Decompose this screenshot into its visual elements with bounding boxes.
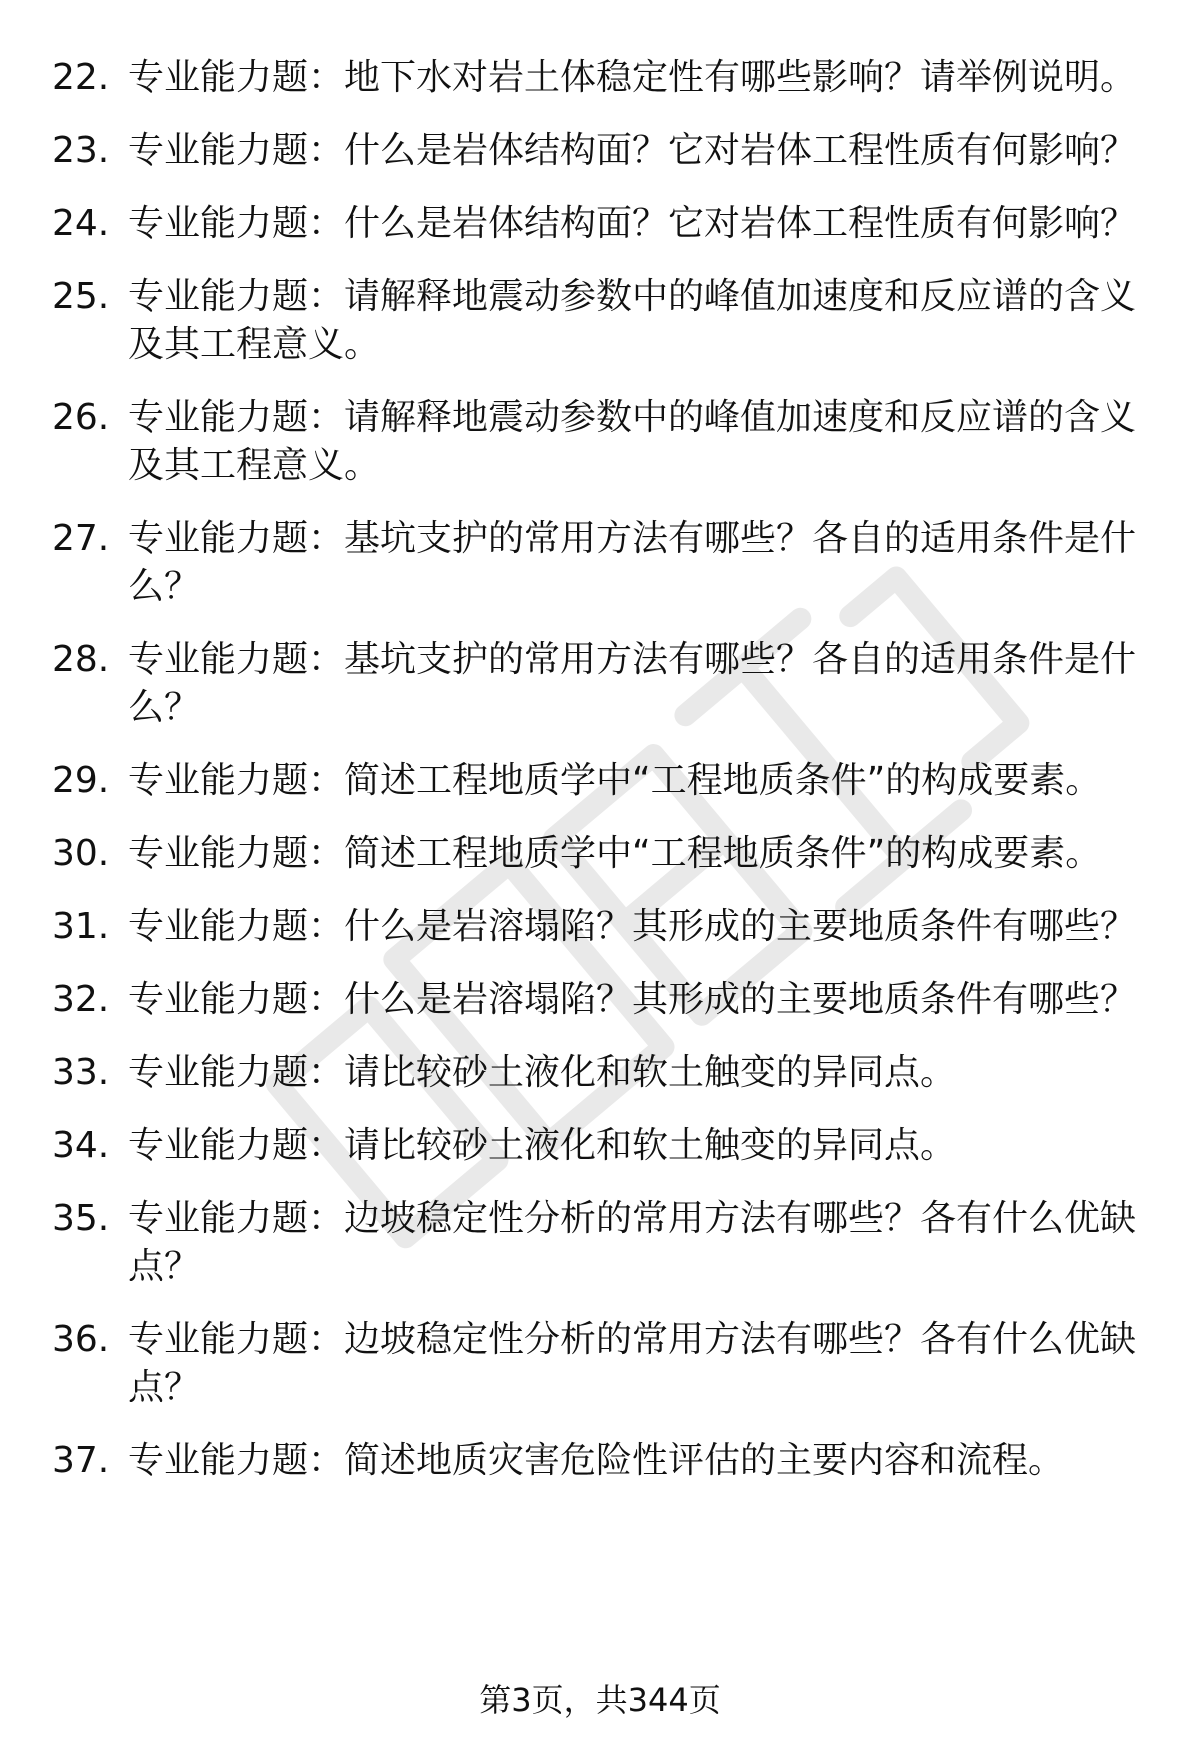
question-item bbox=[52, 976, 1152, 1024]
question-number: 31. bbox=[52, 906, 110, 947]
question-item bbox=[52, 394, 1152, 490]
question-item bbox=[52, 1049, 1152, 1097]
question-number: 32. bbox=[52, 979, 110, 1020]
question-text: 专业能力题：基坑支护的常用方法有哪些？各自的适用条件是什么？ bbox=[128, 639, 1137, 728]
question-number: 24. bbox=[52, 203, 110, 244]
question-number: 23. bbox=[52, 130, 110, 171]
question-text: 专业能力题：基坑支护的常用方法有哪些？各自的适用条件是什么？ bbox=[128, 518, 1137, 607]
question-item bbox=[52, 515, 1152, 611]
question-number: 29. bbox=[52, 760, 110, 801]
question-number: 26. bbox=[52, 397, 110, 438]
question-number: 34. bbox=[52, 1125, 110, 1166]
question-number: 30. bbox=[52, 833, 110, 874]
question-item bbox=[52, 757, 1152, 805]
question-item bbox=[52, 127, 1152, 175]
question-text: 专业能力题：什么是岩溶塌陷？其形成的主要地质条件有哪些？ bbox=[128, 906, 1137, 947]
question-text: 专业能力题：边坡稳定性分析的常用方法有哪些？各有什么优缺点？ bbox=[128, 1319, 1137, 1408]
question-text: 专业能力题：什么是岩体结构面？它对岩体工程性质有何影响？ bbox=[128, 203, 1137, 244]
question-text: 专业能力题：请比较砂土液化和软土触变的异同点。 bbox=[128, 1125, 957, 1166]
question-number: 22. bbox=[52, 57, 110, 98]
question-number: 36. bbox=[52, 1319, 110, 1360]
question-text: 专业能力题：请解释地震动参数中的峰值加速度和反应谱的含义及其工程意义。 bbox=[128, 397, 1137, 486]
question-text: 专业能力题：请比较砂土液化和软土触变的异同点。 bbox=[128, 1052, 957, 1093]
question-text: 专业能力题：地下水对岩土体稳定性有哪些影响？请举例说明。 bbox=[128, 57, 1137, 98]
question-text: 专业能力题：什么是岩溶塌陷？其形成的主要地质条件有哪些？ bbox=[128, 979, 1137, 1020]
question-item bbox=[52, 200, 1152, 248]
question-text: 专业能力题：请解释地震动参数中的峰值加速度和反应谱的含义及其工程意义。 bbox=[128, 276, 1137, 365]
question-item bbox=[52, 1195, 1152, 1291]
question-item bbox=[52, 1316, 1152, 1412]
question-number: 35. bbox=[52, 1198, 110, 1239]
question-number: 27. bbox=[52, 518, 110, 559]
question-text: 专业能力题：简述工程地质学中“工程地质条件”的构成要素。 bbox=[128, 760, 1102, 801]
page-indicator: 第3页，共344页 bbox=[479, 1681, 721, 1719]
question-text: 专业能力题：边坡稳定性分析的常用方法有哪些？各有什么优缺点？ bbox=[128, 1198, 1137, 1287]
question-text: 专业能力题：简述工程地质学中“工程地质条件”的构成要素。 bbox=[128, 833, 1102, 874]
question-item bbox=[52, 273, 1152, 369]
question-item bbox=[52, 1437, 1152, 1485]
question-item bbox=[52, 54, 1152, 102]
question-number: 25. bbox=[52, 276, 110, 317]
question-text: 专业能力题：简述地质灾害危险性评估的主要内容和流程。 bbox=[128, 1440, 1065, 1481]
question-item bbox=[52, 830, 1152, 878]
question-text: 专业能力题：什么是岩体结构面？它对岩体工程性质有何影响？ bbox=[128, 130, 1137, 171]
question-number: 28. bbox=[52, 639, 110, 680]
question-item bbox=[52, 903, 1152, 951]
question-item bbox=[52, 636, 1152, 732]
question-number: 37. bbox=[52, 1440, 110, 1481]
question-number: 33. bbox=[52, 1052, 110, 1093]
question-item bbox=[52, 1122, 1152, 1170]
